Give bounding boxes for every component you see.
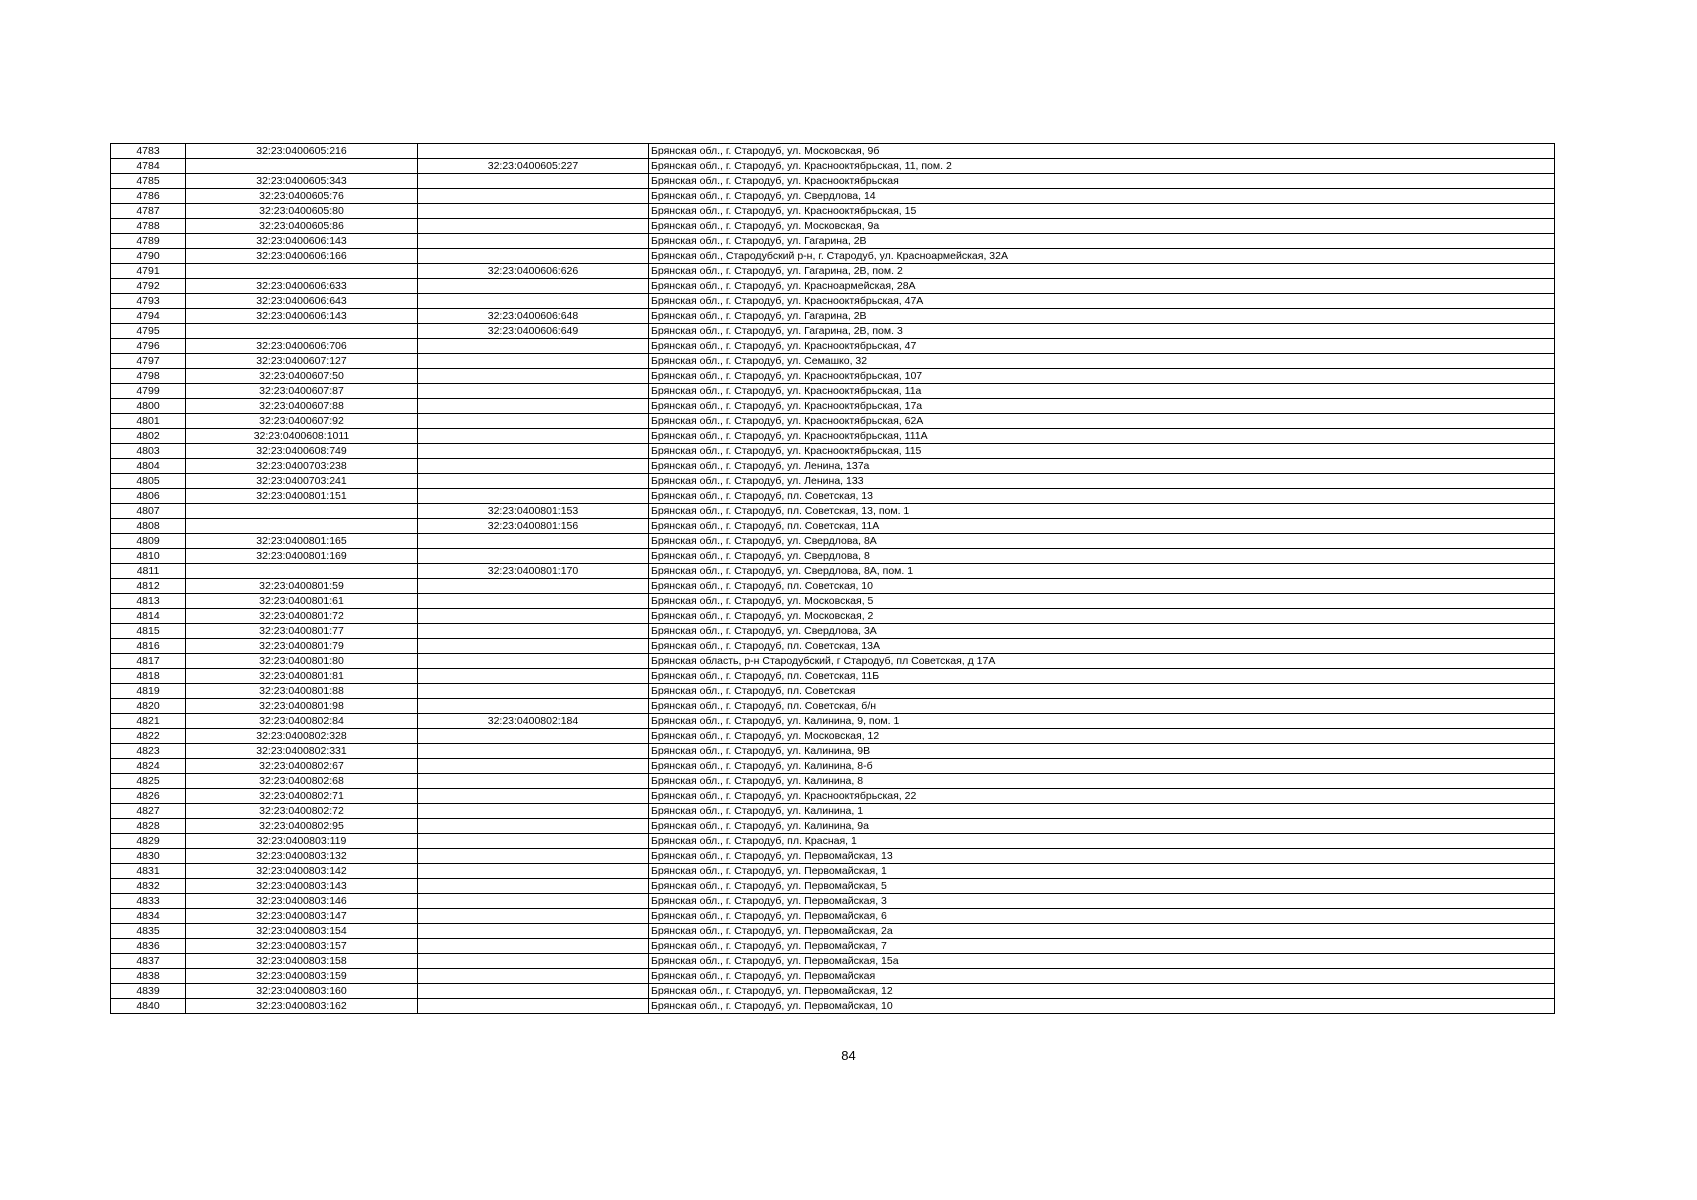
premises-cadastral-number-cell bbox=[418, 984, 649, 999]
row-number-cell: 4830 bbox=[111, 849, 186, 864]
address-cell: Брянская обл., г. Стародуб, ул. Первомайская, 5 bbox=[649, 879, 1555, 894]
row-number-cell: 4833 bbox=[111, 894, 186, 909]
row-number-cell: 4813 bbox=[111, 594, 186, 609]
table-row bbox=[111, 369, 1555, 384]
premises-cadastral-number-cell bbox=[418, 174, 649, 189]
row-number-cell: 4797 bbox=[111, 354, 186, 369]
cadastral-number-cell: 32:23:0400607:87 bbox=[186, 384, 418, 399]
cadastral-number-cell: 32:23:0400606:143 bbox=[186, 309, 418, 324]
table-row bbox=[111, 594, 1555, 609]
address-cell: Брянская обл., г. Стародуб, ул. Первомайская bbox=[649, 969, 1555, 984]
table-row bbox=[111, 429, 1555, 444]
cadastral-number-cell: 32:23:0400803:119 bbox=[186, 834, 418, 849]
address-cell: Брянская обл., г. Стародуб, ул. Первомайская, 12 bbox=[649, 984, 1555, 999]
cadastral-number-cell: 32:23:0400607:88 bbox=[186, 399, 418, 414]
address-cell: Брянская обл., г. Стародуб, пл. Советская, б/н bbox=[649, 699, 1555, 714]
premises-cadastral-number-cell bbox=[418, 864, 649, 879]
cadastral-number-cell: 32:23:0400606:633 bbox=[186, 279, 418, 294]
row-number-cell: 4820 bbox=[111, 699, 186, 714]
table-row bbox=[111, 189, 1555, 204]
cadastral-number-cell: 32:23:0400605:80 bbox=[186, 204, 418, 219]
premises-cadastral-number-cell bbox=[418, 684, 649, 699]
row-number-cell: 4822 bbox=[111, 729, 186, 744]
table-row bbox=[111, 534, 1555, 549]
table-row bbox=[111, 819, 1555, 834]
premises-cadastral-number-cell bbox=[418, 969, 649, 984]
row-number-cell: 4823 bbox=[111, 744, 186, 759]
table-row bbox=[111, 249, 1555, 264]
address-cell: Брянская обл., г. Стародуб, пл. Советская, 11Б bbox=[649, 669, 1555, 684]
table-row bbox=[111, 159, 1555, 174]
cadastral-number-cell: 32:23:0400803:147 bbox=[186, 909, 418, 924]
row-number-cell: 4807 bbox=[111, 504, 186, 519]
row-number-cell: 4837 bbox=[111, 954, 186, 969]
table-row bbox=[111, 579, 1555, 594]
table-row bbox=[111, 279, 1555, 294]
row-number-cell: 4790 bbox=[111, 249, 186, 264]
page-number: 84 bbox=[841, 1048, 856, 1063]
cadastral-number-cell: 32:23:0400803:159 bbox=[186, 969, 418, 984]
premises-cadastral-number-cell bbox=[418, 384, 649, 399]
premises-cadastral-number-cell bbox=[418, 459, 649, 474]
row-number-cell: 4805 bbox=[111, 474, 186, 489]
address-cell: Брянская обл., г. Стародуб, ул. Гагарина, 2В bbox=[649, 309, 1555, 324]
cadastral-number-cell: 32:23:0400803:162 bbox=[186, 999, 418, 1014]
cadastral-number-cell: 32:23:0400801:72 bbox=[186, 609, 418, 624]
table-row bbox=[111, 624, 1555, 639]
cadastral-number-cell: 32:23:0400802:95 bbox=[186, 819, 418, 834]
address-cell: Брянская обл., г. Стародуб, ул. Свердлова, 14 bbox=[649, 189, 1555, 204]
table-row bbox=[111, 474, 1555, 489]
address-cell: Брянская обл., г. Стародуб, ул. Первомайская, 2а bbox=[649, 924, 1555, 939]
address-cell: Брянская обл., г. Стародуб, ул. Первомайская, 10 bbox=[649, 999, 1555, 1014]
cadastral-number-cell: 32:23:0400801:81 bbox=[186, 669, 418, 684]
address-cell: Брянская обл., г. Стародуб, пл. Красная, 1 bbox=[649, 834, 1555, 849]
row-number-cell: 4811 bbox=[111, 564, 186, 579]
cadastral-number-cell: 32:23:0400803:160 bbox=[186, 984, 418, 999]
address-cell: Брянская обл., г. Стародуб, ул. Калинина, 8-б bbox=[649, 759, 1555, 774]
row-number-cell: 4804 bbox=[111, 459, 186, 474]
table-row bbox=[111, 714, 1555, 729]
address-cell: Брянская обл., г. Стародуб, ул. Московская, 9а bbox=[649, 219, 1555, 234]
address-cell: Брянская обл., г. Стародуб, ул. Московская, 12 bbox=[649, 729, 1555, 744]
row-number-cell: 4786 bbox=[111, 189, 186, 204]
cadastral-number-cell: 32:23:0400802:84 bbox=[186, 714, 418, 729]
address-cell: Брянская обл., г. Стародуб, ул. Калинина, 9а bbox=[649, 819, 1555, 834]
premises-cadastral-number-cell bbox=[418, 294, 649, 309]
premises-cadastral-number-cell: 32:23:0400606:626 bbox=[418, 264, 649, 279]
cadastral-number-cell: 32:23:0400801:98 bbox=[186, 699, 418, 714]
cadastral-number-cell: 32:23:0400605:86 bbox=[186, 219, 418, 234]
cadastral-number-cell: 32:23:0400801:77 bbox=[186, 624, 418, 639]
cadastral-number-cell: 32:23:0400605:216 bbox=[186, 144, 418, 159]
cadastral-number-cell: 32:23:0400802:68 bbox=[186, 774, 418, 789]
cadastral-number-cell bbox=[186, 264, 418, 279]
premises-cadastral-number-cell bbox=[418, 879, 649, 894]
cadastral-number-cell: 32:23:0400801:88 bbox=[186, 684, 418, 699]
row-number-cell: 4783 bbox=[111, 144, 186, 159]
address-cell: Брянская обл., г. Стародуб, ул. Калинина, 8 bbox=[649, 774, 1555, 789]
address-cell: Брянская обл., г. Стародуб, пл. Советская, 13, пом. 1 bbox=[649, 504, 1555, 519]
cadastral-number-cell: 32:23:0400606:643 bbox=[186, 294, 418, 309]
premises-cadastral-number-cell bbox=[418, 849, 649, 864]
table-row bbox=[111, 339, 1555, 354]
row-number-cell: 4824 bbox=[111, 759, 186, 774]
row-number-cell: 4794 bbox=[111, 309, 186, 324]
premises-cadastral-number-cell bbox=[418, 279, 649, 294]
premises-cadastral-number-cell bbox=[418, 759, 649, 774]
table-row bbox=[111, 354, 1555, 369]
address-cell: Брянская обл., г. Стародуб, ул. Гагарина, 2В, пом. 2 bbox=[649, 264, 1555, 279]
cadastral-number-cell: 32:23:0400605:76 bbox=[186, 189, 418, 204]
cadastral-number-cell: 32:23:0400607:92 bbox=[186, 414, 418, 429]
address-cell: Брянская обл., г. Стародуб, ул. Семашко, 32 bbox=[649, 354, 1555, 369]
table-row bbox=[111, 399, 1555, 414]
row-number-cell: 4839 bbox=[111, 984, 186, 999]
table-row bbox=[111, 879, 1555, 894]
table-row bbox=[111, 969, 1555, 984]
address-cell: Брянская обл., г. Стародуб, ул. Краснооктябрьская, 62А bbox=[649, 414, 1555, 429]
row-number-cell: 4796 bbox=[111, 339, 186, 354]
premises-cadastral-number-cell bbox=[418, 774, 649, 789]
address-cell: Брянская обл., г. Стародуб, ул. Калинина, 9В bbox=[649, 744, 1555, 759]
premises-cadastral-number-cell bbox=[418, 804, 649, 819]
row-number-cell: 4798 bbox=[111, 369, 186, 384]
cadastral-number-cell: 32:23:0400801:169 bbox=[186, 549, 418, 564]
address-cell: Брянская обл., г. Стародуб, ул. Краснооктябрьская, 11а bbox=[649, 384, 1555, 399]
table-row bbox=[111, 144, 1555, 159]
premises-cadastral-number-cell bbox=[418, 789, 649, 804]
premises-cadastral-number-cell bbox=[418, 534, 649, 549]
premises-cadastral-number-cell bbox=[418, 819, 649, 834]
cadastral-number-cell: 32:23:0400803:157 bbox=[186, 939, 418, 954]
address-cell: Брянская обл., г. Стародуб, ул. Краснооктябрьская, 115 bbox=[649, 444, 1555, 459]
cadastral-number-cell: 32:23:0400803:158 bbox=[186, 954, 418, 969]
premises-cadastral-number-cell bbox=[418, 444, 649, 459]
premises-cadastral-number-cell bbox=[418, 354, 649, 369]
cadastral-number-cell: 32:23:0400801:59 bbox=[186, 579, 418, 594]
row-number-cell: 4809 bbox=[111, 534, 186, 549]
row-number-cell: 4818 bbox=[111, 669, 186, 684]
table-row bbox=[111, 999, 1555, 1014]
premises-cadastral-number-cell bbox=[418, 954, 649, 969]
row-number-cell: 4817 bbox=[111, 654, 186, 669]
row-number-cell: 4814 bbox=[111, 609, 186, 624]
address-cell: Брянская обл., г. Стародуб, пл. Советская, 13А bbox=[649, 639, 1555, 654]
cadastral-number-cell: 32:23:0400605:343 bbox=[186, 174, 418, 189]
row-number-cell: 4831 bbox=[111, 864, 186, 879]
cadastral-number-cell: 32:23:0400608:1011 bbox=[186, 429, 418, 444]
row-number-cell: 4791 bbox=[111, 264, 186, 279]
address-cell: Брянская обл., г. Стародуб, ул. Краснооктябрьская, 15 bbox=[649, 204, 1555, 219]
premises-cadastral-number-cell: 32:23:0400801:153 bbox=[418, 504, 649, 519]
property-register-table bbox=[110, 143, 1555, 1014]
table-row bbox=[111, 384, 1555, 399]
cadastral-number-cell: 32:23:0400802:67 bbox=[186, 759, 418, 774]
table-row bbox=[111, 564, 1555, 579]
address-cell: Брянская обл., г. Стародуб, ул. Первомайская, 1 bbox=[649, 864, 1555, 879]
cadastral-number-cell: 32:23:0400802:72 bbox=[186, 804, 418, 819]
premises-cadastral-number-cell bbox=[418, 219, 649, 234]
table-row bbox=[111, 909, 1555, 924]
table-row bbox=[111, 549, 1555, 564]
premises-cadastral-number-cell bbox=[418, 654, 649, 669]
premises-cadastral-number-cell bbox=[418, 624, 649, 639]
table-row bbox=[111, 219, 1555, 234]
table-row bbox=[111, 264, 1555, 279]
address-cell: Брянская обл., г. Стародуб, ул. Краснооктябрьская, 111А bbox=[649, 429, 1555, 444]
table-row bbox=[111, 489, 1555, 504]
table-row bbox=[111, 444, 1555, 459]
row-number-cell: 4808 bbox=[111, 519, 186, 534]
row-number-cell: 4826 bbox=[111, 789, 186, 804]
address-cell: Брянская обл., г. Стародуб, ул. Первомайская, 15а bbox=[649, 954, 1555, 969]
row-number-cell: 4801 bbox=[111, 414, 186, 429]
table-row bbox=[111, 669, 1555, 684]
cadastral-number-cell: 32:23:0400801:151 bbox=[186, 489, 418, 504]
address-cell: Брянская обл., г. Стародуб, ул. Свердлова, 8 bbox=[649, 549, 1555, 564]
row-number-cell: 4835 bbox=[111, 924, 186, 939]
address-cell: Брянская обл., г. Стародуб, ул. Калинина, 1 bbox=[649, 804, 1555, 819]
row-number-cell: 4788 bbox=[111, 219, 186, 234]
table-row bbox=[111, 699, 1555, 714]
premises-cadastral-number-cell bbox=[418, 999, 649, 1014]
row-number-cell: 4815 bbox=[111, 624, 186, 639]
address-cell: Брянская область, р-н Стародубский, г Стародуб, пл Советская, д 17А bbox=[649, 654, 1555, 669]
row-number-cell: 4787 bbox=[111, 204, 186, 219]
address-cell: Брянская обл., г. Стародуб, ул. Свердлова, 8А, пом. 1 bbox=[649, 564, 1555, 579]
row-number-cell: 4799 bbox=[111, 384, 186, 399]
premises-cadastral-number-cell bbox=[418, 414, 649, 429]
table-row bbox=[111, 639, 1555, 654]
table-row bbox=[111, 939, 1555, 954]
cadastral-number-cell bbox=[186, 504, 418, 519]
table-row bbox=[111, 729, 1555, 744]
premises-cadastral-number-cell bbox=[418, 939, 649, 954]
premises-cadastral-number-cell bbox=[418, 189, 649, 204]
address-cell: Брянская обл., г. Стародуб, ул. Краснооктябрьская, 47 bbox=[649, 339, 1555, 354]
table-row bbox=[111, 504, 1555, 519]
premises-cadastral-number-cell: 32:23:0400606:648 bbox=[418, 309, 649, 324]
premises-cadastral-number-cell bbox=[418, 699, 649, 714]
table-row bbox=[111, 864, 1555, 879]
cadastral-number-cell: 32:23:0400606:143 bbox=[186, 234, 418, 249]
address-cell: Брянская обл., г. Стародуб, ул. Красноармейская, 28А bbox=[649, 279, 1555, 294]
table-row bbox=[111, 174, 1555, 189]
premises-cadastral-number-cell bbox=[418, 729, 649, 744]
row-number-cell: 4828 bbox=[111, 819, 186, 834]
cadastral-number-cell: 32:23:0400803:154 bbox=[186, 924, 418, 939]
cadastral-number-cell bbox=[186, 564, 418, 579]
address-cell: Брянская обл., г. Стародуб, ул. Краснооктябрьская, 17а bbox=[649, 399, 1555, 414]
table-row bbox=[111, 654, 1555, 669]
premises-cadastral-number-cell bbox=[418, 144, 649, 159]
address-cell: Брянская обл., г. Стародуб, ул. Свердлова, 3А bbox=[649, 624, 1555, 639]
row-number-cell: 4825 bbox=[111, 774, 186, 789]
address-cell: Брянская обл., Стародубский р-н, г. Стародуб, ул. Красноармейская, 32А bbox=[649, 249, 1555, 264]
address-cell: Брянская обл., г. Стародуб, ул. Краснооктябрьская, 47А bbox=[649, 294, 1555, 309]
table-body bbox=[111, 144, 1555, 1014]
address-cell: Брянская обл., г. Стародуб, пл. Советская, 11А bbox=[649, 519, 1555, 534]
row-number-cell: 4836 bbox=[111, 939, 186, 954]
premises-cadastral-number-cell bbox=[418, 489, 649, 504]
premises-cadastral-number-cell bbox=[418, 474, 649, 489]
row-number-cell: 4802 bbox=[111, 429, 186, 444]
premises-cadastral-number-cell bbox=[418, 744, 649, 759]
row-number-cell: 4832 bbox=[111, 879, 186, 894]
row-number-cell: 4812 bbox=[111, 579, 186, 594]
table-row bbox=[111, 294, 1555, 309]
address-cell: Брянская обл., г. Стародуб, пл. Советская bbox=[649, 684, 1555, 699]
address-cell: Брянская обл., г. Стародуб, ул. Краснооктябрьская, 22 bbox=[649, 789, 1555, 804]
premises-cadastral-number-cell bbox=[418, 834, 649, 849]
cadastral-number-cell: 32:23:0400801:79 bbox=[186, 639, 418, 654]
premises-cadastral-number-cell bbox=[418, 339, 649, 354]
table-row bbox=[111, 414, 1555, 429]
premises-cadastral-number-cell bbox=[418, 429, 649, 444]
premises-cadastral-number-cell bbox=[418, 639, 649, 654]
premises-cadastral-number-cell bbox=[418, 924, 649, 939]
premises-cadastral-number-cell bbox=[418, 594, 649, 609]
row-number-cell: 4810 bbox=[111, 549, 186, 564]
row-number-cell: 4793 bbox=[111, 294, 186, 309]
cadastral-number-cell: 32:23:0400801:165 bbox=[186, 534, 418, 549]
row-number-cell: 4800 bbox=[111, 399, 186, 414]
table-row bbox=[111, 834, 1555, 849]
row-number-cell: 4821 bbox=[111, 714, 186, 729]
table-row bbox=[111, 984, 1555, 999]
cadastral-number-cell: 32:23:0400608:749 bbox=[186, 444, 418, 459]
address-cell: Брянская обл., г. Стародуб, ул. Первомайская, 6 bbox=[649, 909, 1555, 924]
address-cell: Брянская обл., г. Стародуб, ул. Гагарина, 2В bbox=[649, 234, 1555, 249]
premises-cadastral-number-cell bbox=[418, 909, 649, 924]
address-cell: Брянская обл., г. Стародуб, ул. Ленина, 137а bbox=[649, 459, 1555, 474]
table-row bbox=[111, 234, 1555, 249]
cadastral-number-cell bbox=[186, 519, 418, 534]
row-number-cell: 4834 bbox=[111, 909, 186, 924]
address-cell: Брянская обл., г. Стародуб, ул. Свердлова, 8А bbox=[649, 534, 1555, 549]
row-number-cell: 4803 bbox=[111, 444, 186, 459]
address-cell: Брянская обл., г. Стародуб, ул. Ленина, 133 bbox=[649, 474, 1555, 489]
address-cell: Брянская обл., г. Стародуб, пл. Советская, 13 bbox=[649, 489, 1555, 504]
row-number-cell: 4827 bbox=[111, 804, 186, 819]
cadastral-number-cell: 32:23:0400803:142 bbox=[186, 864, 418, 879]
address-cell: Брянская обл., г. Стародуб, ул. Первомайская, 3 bbox=[649, 894, 1555, 909]
premises-cadastral-number-cell: 32:23:0400801:156 bbox=[418, 519, 649, 534]
cadastral-number-cell: 32:23:0400801:80 bbox=[186, 654, 418, 669]
address-cell: Брянская обл., г. Стародуб, ул. Калинина, 9, пом. 1 bbox=[649, 714, 1555, 729]
row-number-cell: 4840 bbox=[111, 999, 186, 1014]
address-cell: Брянская обл., г. Стародуб, ул. Московская, 5 bbox=[649, 594, 1555, 609]
premises-cadastral-number-cell bbox=[418, 549, 649, 564]
table-row bbox=[111, 744, 1555, 759]
premises-cadastral-number-cell: 32:23:0400605:227 bbox=[418, 159, 649, 174]
row-number-cell: 4819 bbox=[111, 684, 186, 699]
table-row bbox=[111, 324, 1555, 339]
table-row bbox=[111, 684, 1555, 699]
address-cell: Брянская обл., г. Стародуб, ул. Московская, 9б bbox=[649, 144, 1555, 159]
premises-cadastral-number-cell bbox=[418, 369, 649, 384]
table-row bbox=[111, 849, 1555, 864]
address-cell: Брянская обл., г. Стародуб, ул. Московская, 2 bbox=[649, 609, 1555, 624]
table-row bbox=[111, 894, 1555, 909]
cadastral-number-cell: 32:23:0400803:146 bbox=[186, 894, 418, 909]
premises-cadastral-number-cell bbox=[418, 669, 649, 684]
cadastral-number-cell: 32:23:0400703:238 bbox=[186, 459, 418, 474]
table-row bbox=[111, 609, 1555, 624]
cadastral-number-cell: 32:23:0400703:241 bbox=[186, 474, 418, 489]
premises-cadastral-number-cell bbox=[418, 204, 649, 219]
cadastral-number-cell: 32:23:0400802:331 bbox=[186, 744, 418, 759]
row-number-cell: 4785 bbox=[111, 174, 186, 189]
row-number-cell: 4806 bbox=[111, 489, 186, 504]
cadastral-number-cell: 32:23:0400607:127 bbox=[186, 354, 418, 369]
table-row bbox=[111, 774, 1555, 789]
table-row bbox=[111, 459, 1555, 474]
table-row bbox=[111, 924, 1555, 939]
row-number-cell: 4789 bbox=[111, 234, 186, 249]
cadastral-number-cell bbox=[186, 159, 418, 174]
row-number-cell: 4792 bbox=[111, 279, 186, 294]
cadastral-number-cell: 32:23:0400801:61 bbox=[186, 594, 418, 609]
cadastral-number-cell: 32:23:0400803:143 bbox=[186, 879, 418, 894]
row-number-cell: 4784 bbox=[111, 159, 186, 174]
table-row bbox=[111, 309, 1555, 324]
cadastral-number-cell bbox=[186, 324, 418, 339]
address-cell: Брянская обл., г. Стародуб, ул. Первомайская, 7 bbox=[649, 939, 1555, 954]
cadastral-number-cell: 32:23:0400802:328 bbox=[186, 729, 418, 744]
premises-cadastral-number-cell: 32:23:0400606:649 bbox=[418, 324, 649, 339]
cadastral-number-cell: 32:23:0400606:706 bbox=[186, 339, 418, 354]
table-row bbox=[111, 519, 1555, 534]
address-cell: Брянская обл., г. Стародуб, пл. Советская, 10 bbox=[649, 579, 1555, 594]
table-row bbox=[111, 204, 1555, 219]
cadastral-number-cell: 32:23:0400606:166 bbox=[186, 249, 418, 264]
premises-cadastral-number-cell bbox=[418, 399, 649, 414]
row-number-cell: 4838 bbox=[111, 969, 186, 984]
premises-cadastral-number-cell bbox=[418, 234, 649, 249]
table-row bbox=[111, 789, 1555, 804]
cadastral-number-cell: 32:23:0400802:71 bbox=[186, 789, 418, 804]
address-cell: Брянская обл., г. Стародуб, ул. Первомайская, 13 bbox=[649, 849, 1555, 864]
table-row bbox=[111, 759, 1555, 774]
premises-cadastral-number-cell bbox=[418, 609, 649, 624]
premises-cadastral-number-cell bbox=[418, 579, 649, 594]
row-number-cell: 4816 bbox=[111, 639, 186, 654]
table-row bbox=[111, 804, 1555, 819]
cadastral-number-cell: 32:23:0400607:50 bbox=[186, 369, 418, 384]
cadastral-number-cell: 32:23:0400803:132 bbox=[186, 849, 418, 864]
premises-cadastral-number-cell bbox=[418, 249, 649, 264]
premises-cadastral-number-cell: 32:23:0400802:184 bbox=[418, 714, 649, 729]
premises-cadastral-number-cell: 32:23:0400801:170 bbox=[418, 564, 649, 579]
row-number-cell: 4829 bbox=[111, 834, 186, 849]
address-cell: Брянская обл., г. Стародуб, ул. Краснооктябрьская, 107 bbox=[649, 369, 1555, 384]
address-cell: Брянская обл., г. Стародуб, ул. Краснооктябрьская, 11, пом. 2 bbox=[649, 159, 1555, 174]
address-cell: Брянская обл., г. Стародуб, ул. Краснооктябрьская bbox=[649, 174, 1555, 189]
address-cell: Брянская обл., г. Стародуб, ул. Гагарина, 2В, пом. 3 bbox=[649, 324, 1555, 339]
row-number-cell: 4795 bbox=[111, 324, 186, 339]
table-row bbox=[111, 954, 1555, 969]
premises-cadastral-number-cell bbox=[418, 894, 649, 909]
